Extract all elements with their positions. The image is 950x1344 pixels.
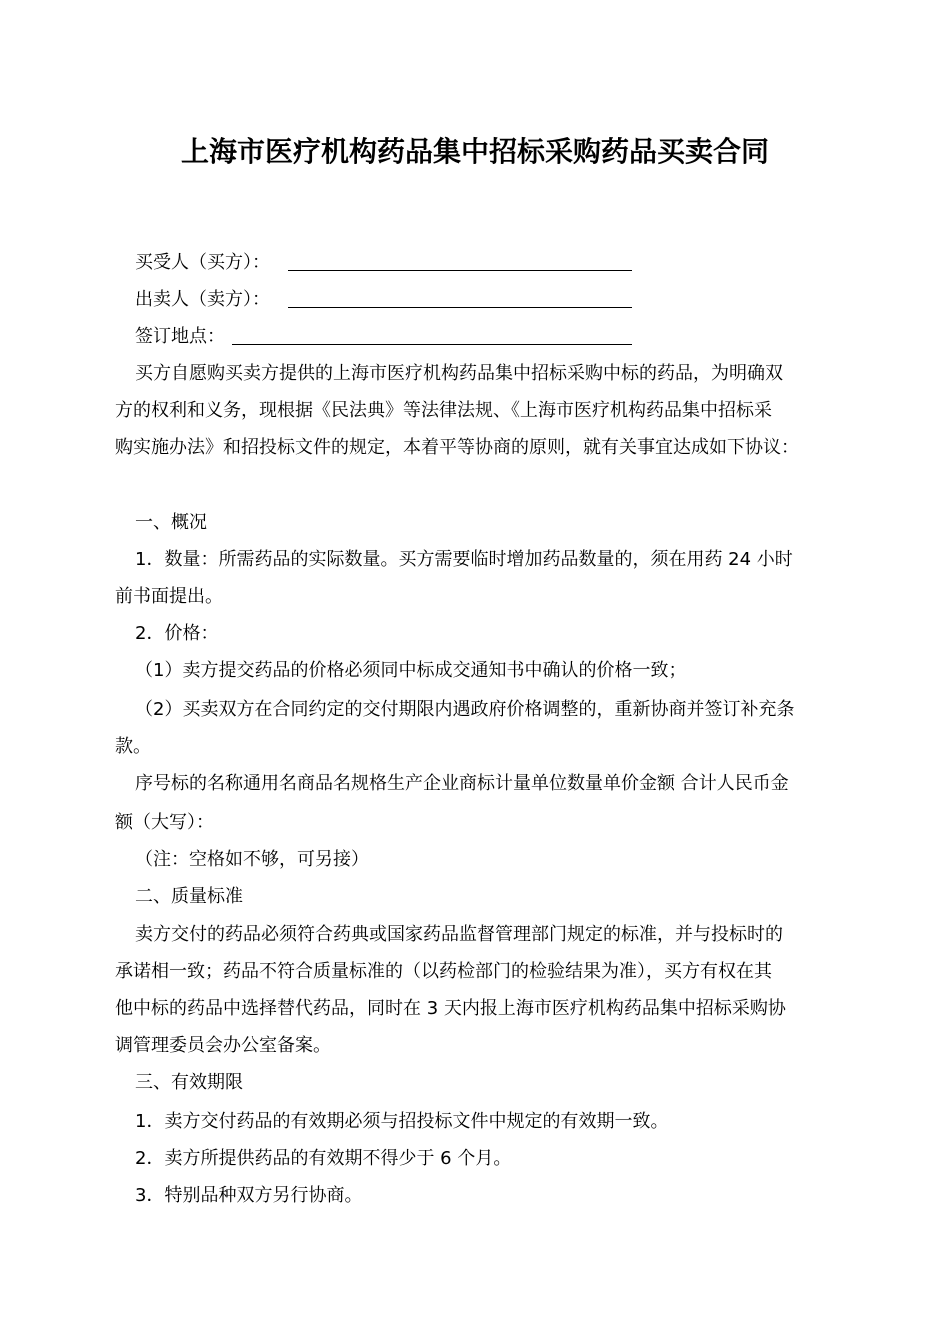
section1-item1-line-2: 前书面提出。	[115, 586, 223, 607]
section2-line-4: 调管理委员会办公室备案。	[115, 1035, 331, 1056]
place-blank-line	[232, 344, 632, 345]
section1-item2-sub2-line-2: 款。	[115, 736, 151, 757]
section3-heading: 三、有效期限	[135, 1072, 243, 1093]
buyer-label: 买受人（买方）：	[135, 252, 270, 273]
section1-item2: 2．价格：	[135, 623, 219, 644]
section1-table-line-1: 序号标的名称通用名商品名规格生产企业商标计量单位数量单价金额 合计人民币金	[135, 773, 789, 794]
section3-item-3: 3．特别品种双方另行协商。	[135, 1185, 363, 1206]
section2-heading: 二、质量标准	[135, 886, 243, 907]
seller-blank-line	[288, 307, 632, 308]
section1-note: （注：空格如不够，可另接）	[135, 849, 369, 870]
place-label: 签订地点：	[135, 326, 225, 347]
section1-item2-sub1: （1）卖方提交药品的价格必须同中标成交通知书中确认的价格一致；	[135, 660, 687, 681]
section2-line-2: 承诺相一致；药品不符合质量标准的（以药检部门的检验结果为准），买方有权在其	[115, 961, 772, 982]
section1-item2-sub2-line-1: （2）买卖双方在合同约定的交付期限内遇政府价格调整的，重新协商并签订补充条	[135, 699, 795, 720]
document-title: 上海市医疗机构药品集中招标采购药品买卖合同	[180, 135, 769, 168]
buyer-blank-line	[288, 270, 632, 271]
buyer-field	[115, 250, 855, 276]
intro-line-3: 购实施办法》和招投标文件的规定，本着平等协商的原则，就有关事宜达成如下协议：	[115, 437, 799, 458]
section1-heading: 一、概况	[135, 512, 207, 533]
section1-table-line-2: 额（大写）：	[115, 812, 214, 833]
section3-item-1: 1．卖方交付药品的有效期必须与招投标文件中规定的有效期一致。	[135, 1111, 669, 1132]
section3-item-2: 2．卖方所提供药品的有效期不得少于 6 个月。	[135, 1148, 512, 1169]
seller-label: 出卖人（卖方）：	[135, 289, 270, 310]
section2-line-1: 卖方交付的药品必须符合药典或国家药品监督管理部门规定的标准，并与投标时的	[135, 924, 783, 945]
place-field	[115, 324, 855, 350]
intro-line-1: 买方自愿购买卖方提供的上海市医疗机构药品集中招标采购中标的药品，为明确双	[135, 363, 783, 384]
section2-line-3: 他中标的药品中选择替代药品，同时在 3 天内报上海市医疗机构药品集中招标采购协	[115, 998, 786, 1019]
intro-line-2: 方的权利和义务，现根据《民法典》等法律法规、《上海市医疗机构药品集中招标采	[115, 400, 772, 421]
section1-item1-line-1: 1．数量：所需药品的实际数量。买方需要临时增加药品数量的，须在用药 24 小时	[135, 549, 793, 570]
seller-field	[115, 287, 855, 313]
